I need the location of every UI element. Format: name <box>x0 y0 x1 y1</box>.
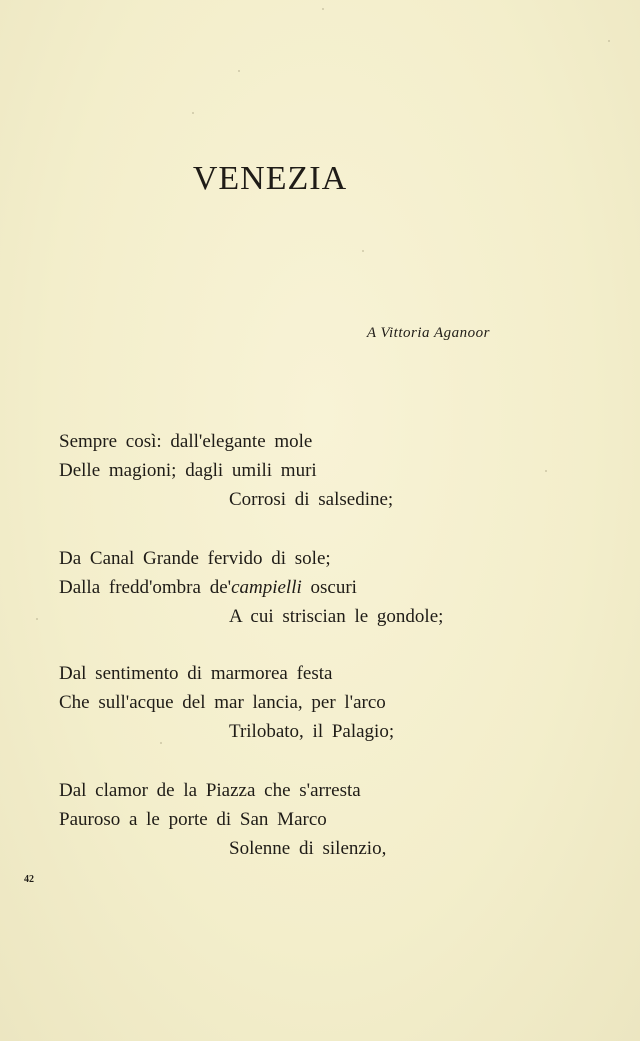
page-number: 42 <box>24 874 34 885</box>
verse-line: Dal sentimento di marmorea festa <box>59 663 333 684</box>
verse-line: Corrosi di salsedine; <box>229 489 394 510</box>
poem-title: VENEZIA <box>192 160 348 197</box>
verse-line: Trilobato, il Palagio; <box>229 721 395 742</box>
paper-speck <box>362 250 364 252</box>
paper-speck <box>322 8 324 10</box>
stanza-3 <box>59 659 539 746</box>
stanza-4 <box>59 776 539 863</box>
verse-fragment: oscuri <box>301 577 357 598</box>
verse-line: Che sull'acque del mar lancia, per l'arco <box>59 692 386 713</box>
verse-line: Solenne di silenzio, <box>229 838 387 859</box>
verse-line: Sempre così: dall'elegante mole <box>59 431 313 452</box>
verse-line: Delle magioni; dagli umili muri <box>59 460 317 481</box>
italic-word: campielli <box>231 577 302 598</box>
verse-line-with-italic <box>59 573 539 602</box>
verse-line: A cui striscian le gondole; <box>229 606 444 627</box>
paper-speck <box>36 618 38 620</box>
verse-line: Pauroso a le porte di San Marco <box>59 809 327 830</box>
stanza-1 <box>59 427 539 514</box>
verse-line: Da Canal Grande fervido di sole; <box>59 548 331 569</box>
stanza-2 <box>59 544 539 631</box>
paper-speck <box>238 70 240 72</box>
verse-fragment: Dalla fredd'ombra de' <box>59 577 232 598</box>
paper-speck <box>192 112 194 114</box>
paper-speck <box>545 470 547 472</box>
verse-line: Dal clamor de la Piazza che s'arresta <box>59 780 361 801</box>
dedication: A Vittoria Aganoor <box>366 325 490 341</box>
paper-speck <box>160 742 162 744</box>
paper-speck <box>608 40 610 42</box>
